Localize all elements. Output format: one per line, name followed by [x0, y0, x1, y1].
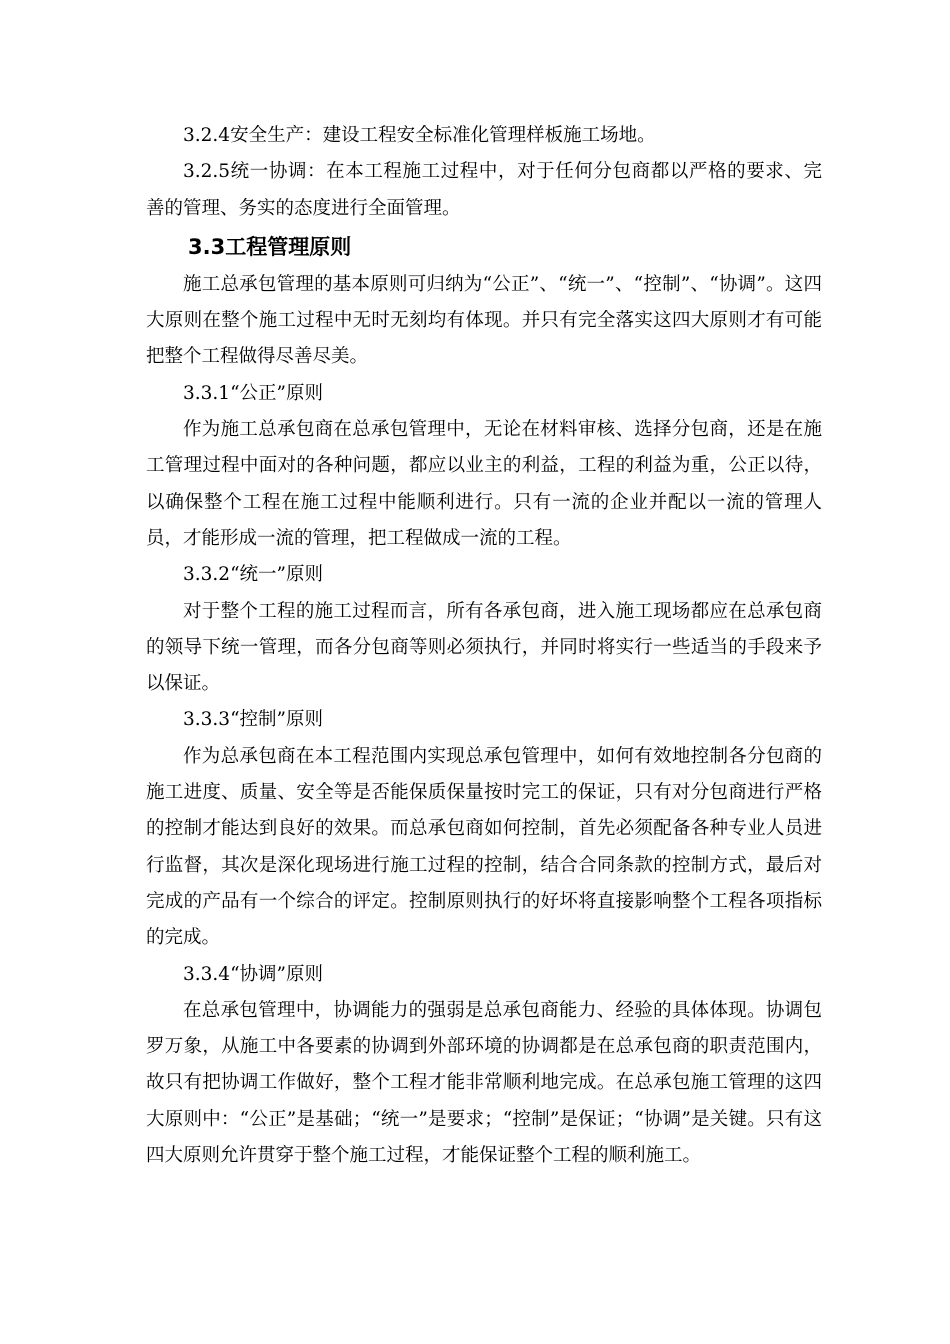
paragraph-3-2-4: 3.2.4安全生产：建设工程安全标准化管理样板施工场地。 [183, 125, 656, 146]
subheading-3-3-3: 3.3.3“控制”原则 [183, 709, 323, 731]
paragraph-unity: 对于整个工程的施工过程而言，所有各承包商，进入施工现场都应在总承包商的领导下统一管理，而各分包商等则必须执行，并同时将实行一些适当的手段来予以保证。 [146, 600, 822, 695]
paragraph-coordination: 在总承包管理中，协调能力的强弱是总承包商能力、经验的具体体现。协调包罗万象，从施工中各要素的协调到外部环境的协调都是在总承包商的职责范围内，故只有把协调工作做好，整个工程才能非常顺利地完成。在总承包施工管理的这四大原则中：“公正”是基础；“统一”是要求；“控制”是保证；“协调”是关键。只有这四大原则允许贯穿于整个施工过程，才能保证整个工程的顺利施工。 [146, 999, 822, 1167]
document-body [146, 118, 822, 1174]
paragraph-principles-intro: 施工总承包管理的基本原则可归纳为“公正”、“统一”、“控制”、“协调”。这四大原则在整个施工过程中无时无刻均有体现。并只有完全落实这四大原则才有可能把整个工程做得尽善尽美。 [146, 273, 822, 368]
paragraph-3-2-5: 3.2.5统一协调：在本工程施工过程中，对于任何分包商都以严格的要求、完善的管理、务实的态度进行全面管理。 [146, 161, 822, 219]
section-heading-3-3: 3.3工程管理原则 [188, 234, 352, 259]
subheading-3-3-4: 3.3.4“协调”原则 [183, 963, 323, 985]
paragraph-fairness: 作为施工总承包商在总承包管理中，无论在材料审核、选择分包商，还是在施工管理过程中面对的各种问题，都应以业主的利益，工程的利益为重，公正以待，以确保整个工程在施工过程中能顺利进行。只有一流的企业并配以一流的管理人员，才能形成一流的管理，把工程做成一流的工程。 [146, 419, 822, 549]
subheading-3-3-2: 3.3.2“统一”原则 [183, 564, 323, 586]
subheading-3-3-1: 3.3.1“公正”原则 [183, 382, 323, 404]
paragraph-control: 作为总承包商在本工程范围内实现总承包管理中，如何有效地控制各分包商的施工进度、质量、安全等是否能保质保量按时完工的保证，只有对分包商进行严格的控制才能达到良好的效果。而总承包商如何控制，首先必须配备各种专业人员进行监督，其次是深化现场进行施工过程的控制，结合合同条款的控制方式，最后对完成的产品有一个综合的评定。控制原则执行的好坏将直接影响整个工程各项指标的完成。 [146, 745, 822, 949]
